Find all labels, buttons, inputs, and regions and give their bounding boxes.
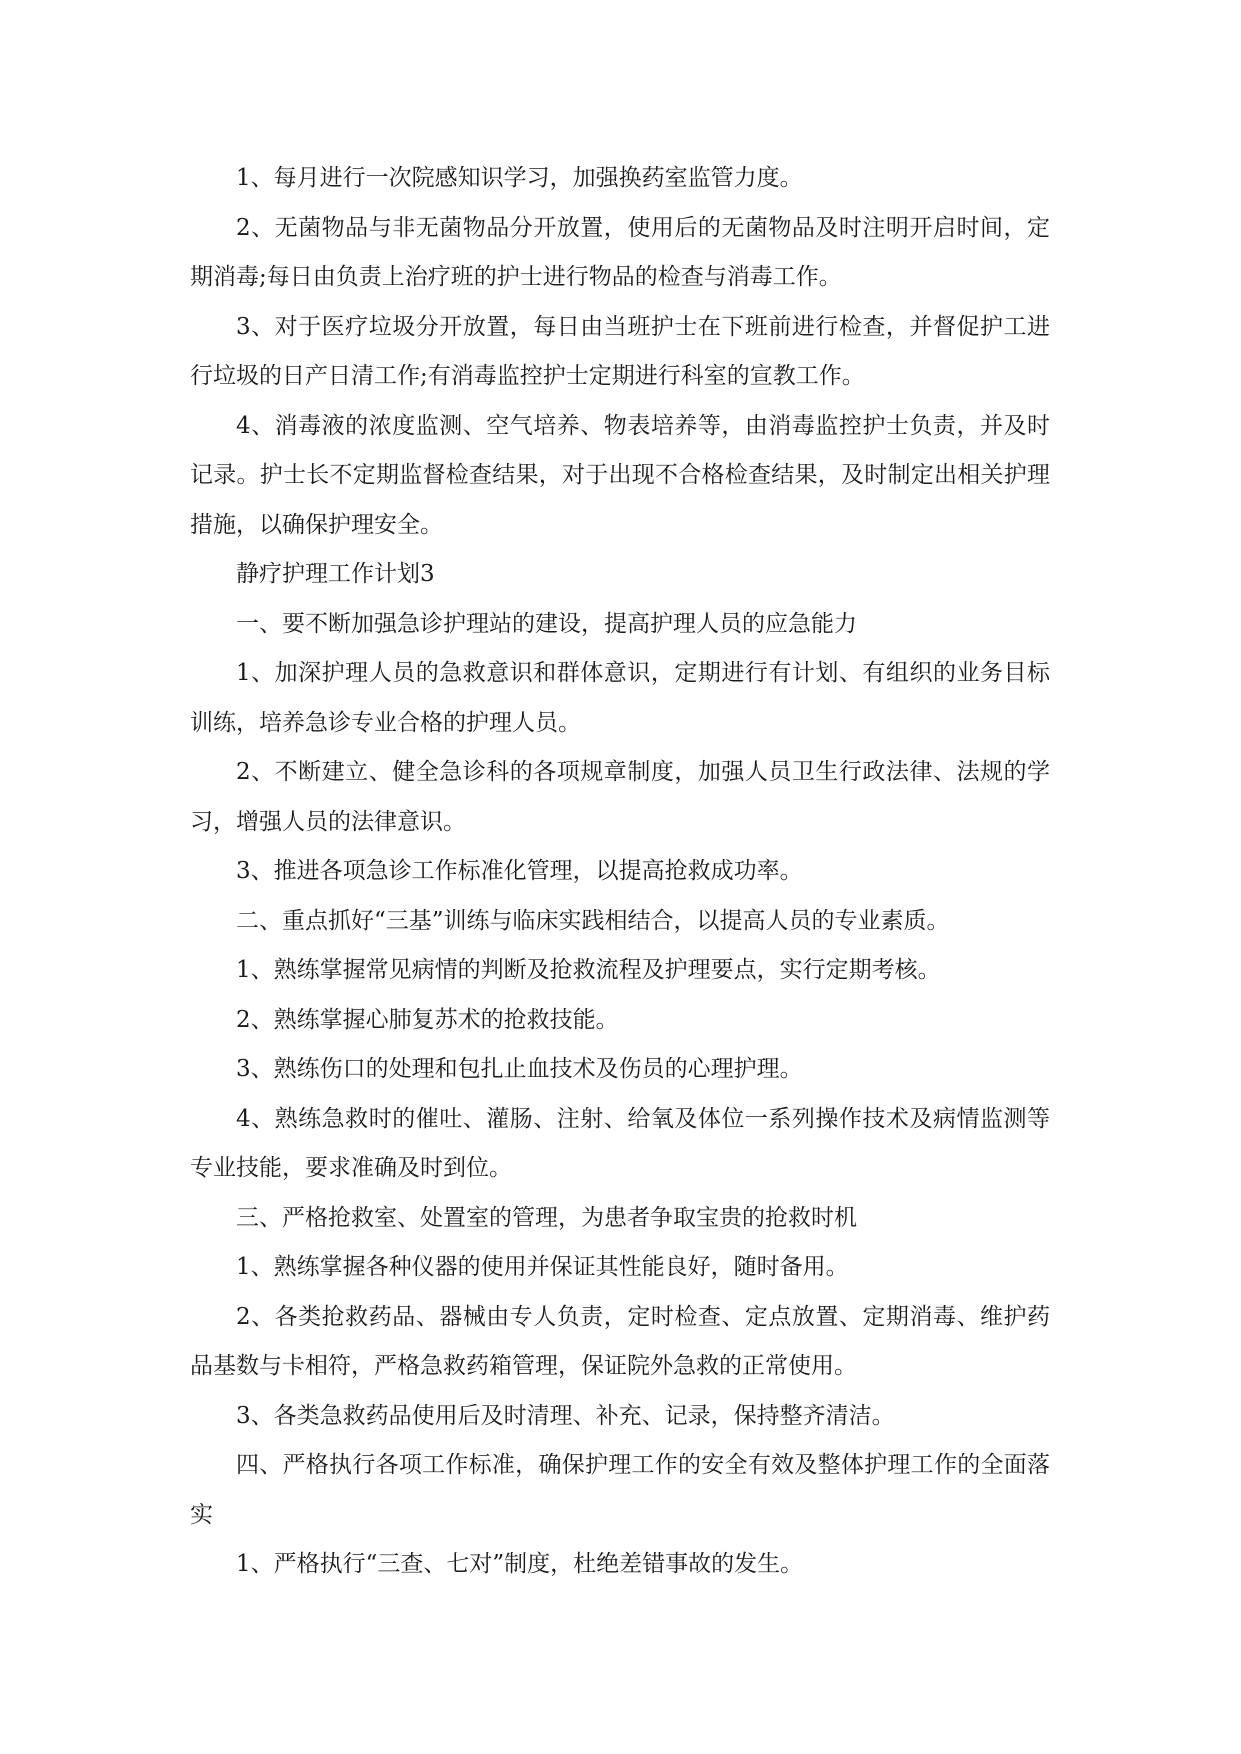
section-heading: 三、严格抢救室、处置室的管理，为患者争取宝贵的抢救时机 <box>236 1204 857 1231</box>
paragraph: 1、熟练掌握常见病情的判断及抢救流程及护理要点，实行定期考核。 <box>236 957 941 983</box>
paragraph: 4、熟练急救时的催吐、灌肠、注射、给氧及体位一系列操作技术及病情监测等专业技能，要求准确及时到位。 <box>190 1105 1050 1181</box>
section-heading: 二、重点抓好“三基”训练与临床实践相结合，以提高人员的专业素质。 <box>236 907 950 934</box>
paragraph: 2、各类抢救药品、器械由专人负责，定时检查、定点放置、定期消毒、维护药品基数与卡相符，严格急救药箱管理，保证院外急救的正常使用。 <box>190 1303 1050 1379</box>
paragraph: 1、加深护理人员的急救意识和群体意识，定期进行有计划、有组织的业务目标训练，培养急诊专业合格的护理人员。 <box>190 660 1050 736</box>
paragraph: 3、推进各项急诊工作标准化管理，以提高抢救成功率。 <box>236 858 803 884</box>
paragraph: 3、对于医疗垃圾分开放置，每日由当班护士在下班前进行检查，并督促护工进行垃圾的日产日清工作;有消毒监控护士定期进行科室的宣教工作。 <box>190 313 1050 389</box>
paragraph: 4、消毒液的浓度监测、空气培养、物表培养等，由消毒监控护士负责，并及时记录。护士长不定期监督检查结果，对于出现不合格检查结果，及时制定出相关护理措施，以确保护理安全。 <box>190 412 1050 538</box>
paragraph: 2、无菌物品与非无菌物品分开放置，使用后的无菌物品及时注明开启时间，定期消毒;每日由负责上治疗班的护士进行物品的检查与消毒工作。 <box>190 214 1050 290</box>
section-title: 静疗护理工作计划3 <box>236 561 435 587</box>
paragraph: 2、熟练掌握心肺复苏术的抢救技能。 <box>236 1006 619 1033</box>
paragraph: 1、熟练掌握各种仪器的使用并保证其性能良好，随时备用。 <box>236 1254 849 1280</box>
section-heading: 一、要不断加强急诊护理站的建设，提高护理人员的应急能力 <box>236 610 857 637</box>
document-body <box>190 154 1050 1590</box>
paragraph: 2、不断建立、健全急诊科的各项规章制度，加强人员卫生行政法律、法规的学习，增强人员的法律意识。 <box>190 759 1050 835</box>
paragraph: 1、严格执行“三查、七对”制度，杜绝差错事故的发生。 <box>236 1551 804 1577</box>
paragraph: 1、每月进行一次院感知识学习，加强换药室监管力度。 <box>236 165 803 191</box>
paragraph: 3、各类急救药品使用后及时清理、补充、记录，保持整齐清洁。 <box>236 1402 895 1429</box>
section-heading: 四、严格执行各项工作标准，确保护理工作的安全有效及整体护理工作的全面落实 <box>190 1452 1050 1528</box>
paragraph: 3、熟练伤口的处理和包扎止血技术及伤员的心理护理。 <box>236 1056 803 1082</box>
